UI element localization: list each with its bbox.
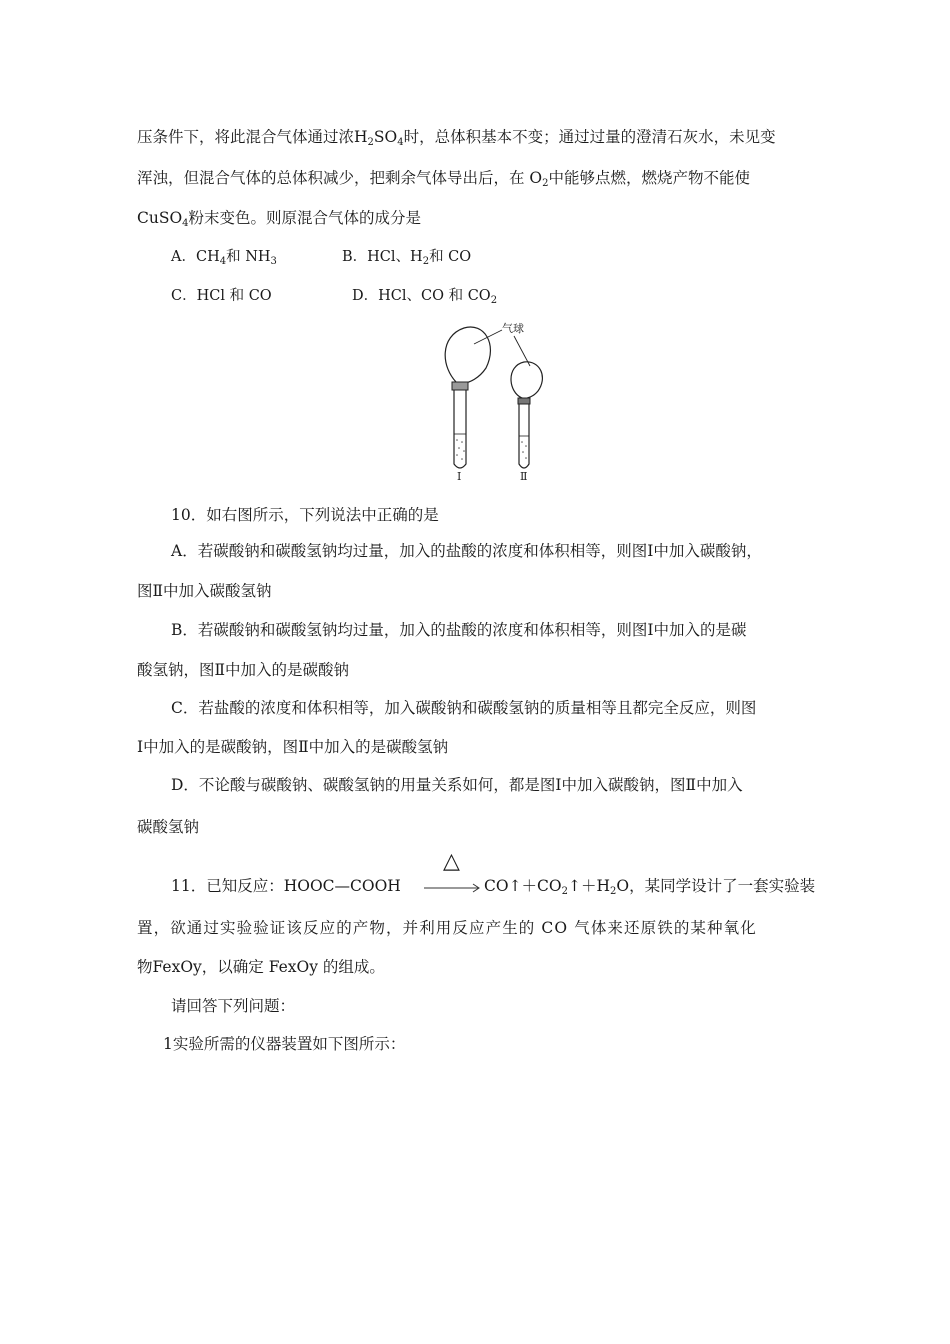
- q9-line-2: 浑浊，但混合气体的总体积减少，把剩余气体导出后，在 $O_2$中能够点燃，燃烧产物不能使: [137, 169, 751, 189]
- q11-prompt: 请回答下列问题：: [171, 997, 296, 1015]
- q11-stem-products: $CO↑+CO_2↑+H_2O$，某同学设计了一套实验装: [484, 877, 816, 897]
- q10-option-c-line-1: C．若盐酸的浓度和体积相等，加入碳酸钠和碳酸氢钠的质量相等且都完全反应，则图: [171, 699, 757, 717]
- tube-1: [454, 390, 466, 468]
- balloon-2: [511, 362, 542, 398]
- q9-option-c: C．HCl 和 CO: [171, 288, 272, 304]
- heat-symbol: △: [443, 849, 460, 874]
- q10-option-b-line-2: 酸氢钠，图Ⅱ中加入的是碳酸钠: [137, 661, 350, 679]
- q10-option-b-line-1: B．若碳酸钠和碳酸氢钠均过量，加入的盐酸的浓度和体积相等，则图Ⅰ中加入的是碳: [171, 621, 747, 639]
- q9-option-d: D．HCl、CO 和 $CO_2$: [352, 288, 498, 306]
- q9-option-b: B．HCl、$H_2$和 CO: [342, 249, 472, 267]
- label-leader-2: [514, 336, 530, 366]
- q10-option-a-line-1: A．若碳酸钠和碳酸氢钠均过量，加入的盐酸的浓度和体积相等，则图Ⅰ中加入碳酸钠，: [171, 542, 762, 560]
- q11-part-1: 1实验所需的仪器装置如下图所示：: [163, 1035, 406, 1053]
- tube-1-band: [452, 382, 468, 390]
- q9-line-3: CuSO$_4$粉末变色。则原混合气体的成分是: [137, 209, 422, 229]
- q11-line-3: 物FexOy，以确定 FexOy 的组成。: [137, 958, 385, 976]
- q11-stem-reactant: 11．已知反应：HOOC—COOH: [171, 877, 401, 895]
- q11-line-2: 置，欲通过实验验证该反应的产物，并利用反应产生的 CO 气体来还原铁的某种氧化: [137, 919, 757, 937]
- tube-2-liquid-dots: [521, 441, 527, 459]
- q10-option-d-line-1: D．不论酸与碳酸钠、碳酸氢钠的用量关系如何，都是图Ⅰ中加入碳酸钠，图Ⅱ中加入: [171, 776, 743, 794]
- balloon-test-tube-figure: [438, 322, 558, 484]
- label-leader-1: [474, 330, 502, 344]
- q10-stem: 10．如右图所示，下列说法中正确的是: [171, 506, 439, 524]
- figure-drawing: [438, 322, 558, 484]
- q10-option-a-line-2: 图Ⅱ中加入碳酸氢钠: [137, 582, 272, 600]
- balloon-label: 气球: [502, 322, 524, 335]
- tube-1-label: Ⅰ: [457, 470, 462, 483]
- q9-line-1: 压条件下，将此混合气体通过浓$H_2SO_4$时，总体积基本不变；通过过量的澄清石灰水，未见变: [137, 128, 776, 148]
- reaction-arrow: [424, 882, 484, 894]
- tube-1-liquid-dots: [456, 439, 465, 460]
- q10-option-c-line-2: Ⅰ中加入的是碳酸钠，图Ⅱ中加入的是碳酸氢钠: [137, 738, 449, 756]
- q10-option-d-line-2: 碳酸氢钠: [137, 818, 200, 836]
- tube-2-label: Ⅱ: [520, 470, 528, 483]
- q9-option-a: A．$CH_4$和 $NH_3$: [171, 249, 277, 267]
- balloon-1: [445, 327, 490, 384]
- tube-2-band: [518, 398, 530, 404]
